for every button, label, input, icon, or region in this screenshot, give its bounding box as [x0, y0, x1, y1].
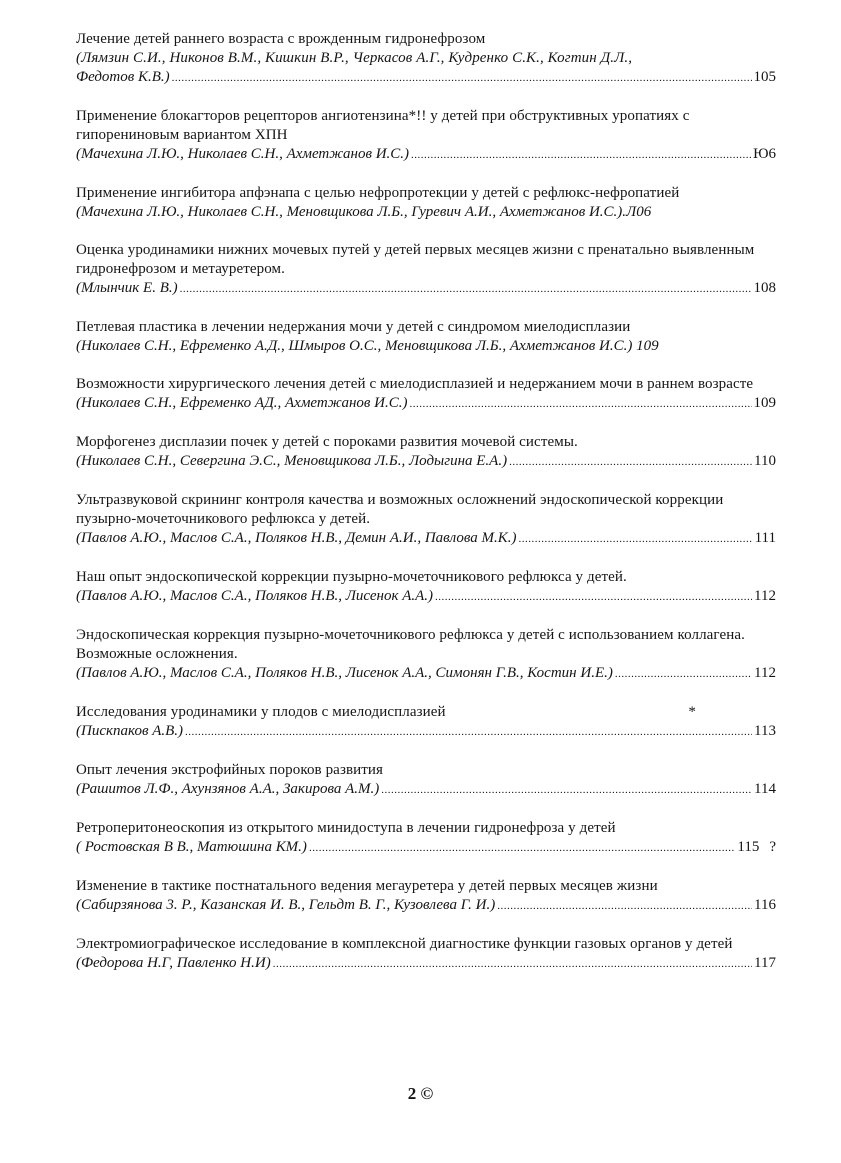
toc-entry [76, 819, 776, 858]
entry-title: Петлевая пластика в лечении недержания мочи у детей с синдромом миелодисплазии [76, 319, 631, 335]
asterisk-mark: * [688, 704, 696, 720]
entry-title: Оценка уродинамики нижних мочевых путей у детей первых месяцев жизни с пренатально выявленным гидронефрозом и метауретером. [76, 242, 755, 277]
toc-entry [76, 107, 776, 165]
leader-dots [309, 838, 735, 858]
leader-dots [381, 780, 752, 800]
entry-authors: (Млынчик Е. В.) [76, 280, 178, 296]
page-number: 111 [754, 530, 776, 546]
entry-title: Возможности хирургического лечения детей с миелодисплазией и недержанием мочи в раннем возрасте [76, 376, 754, 392]
page-number: 112 [754, 588, 776, 604]
entry-authors: (Мачехина Л.Ю., Николаев С.Н., Ахметжанов И.С.) [76, 146, 410, 162]
toc-entry [76, 241, 776, 299]
page-number: 112 [754, 665, 776, 681]
toc-entry [76, 935, 776, 974]
leader-dots [410, 394, 752, 414]
leader-dots [180, 279, 752, 299]
toc-entry [76, 703, 776, 742]
entry-authors: (Павлов А.Ю., Маслов С.А., Поляков Н.В., Лисенок А.А., Симонян Г.В., Костин И.Е.) [76, 665, 613, 681]
leader-dots [411, 145, 751, 165]
page-number: 115 [737, 839, 760, 855]
toc-entry [76, 877, 776, 916]
toc-entry [76, 184, 776, 222]
entry-authors: (Павлов А.Ю., Маслов С.А., Поляков Н.В., Лисенок А.А.) [76, 588, 434, 604]
entry-title: Применение блокагторов рецепторов ангиотензина*!! у детей при обструктивных уропатиях с гипорениновым вариантом ХПН [76, 108, 690, 143]
entry-authors: ( Ростовская В В., Матюшина КМ.) [76, 839, 307, 855]
entry-title: Применение ингибитора апфэнапа с целью нефропротекции у детей с рефлюкс-нефропатией [76, 185, 680, 201]
toc-entry [76, 375, 776, 414]
toc-entry [76, 568, 776, 607]
entry-title: Электромиографическое исследование в комплексной диагностике функции газовых органов у детей [76, 936, 733, 952]
leader-dots [273, 954, 752, 974]
toc-entry [76, 30, 776, 88]
page-number: 108 [753, 280, 776, 296]
toc-entry [76, 433, 776, 472]
table-of-contents [76, 30, 776, 974]
page-number: 110 [754, 453, 776, 469]
entry-title: Эндоскопическая коррекция пузырно-мочеточникового рефлюкса у детей с использованием коллагена. Возможные осложнения. [76, 627, 745, 662]
entry-authors: (Николаев С.Н., Ефременко АД., Ахметжанов И.С.) [76, 395, 408, 411]
leader-dots [497, 896, 752, 916]
leader-dots [435, 587, 752, 607]
entry-authors: (Федорова Н.Г, Павленко Н.И) [76, 955, 271, 971]
entry-title: Ретроперитонеоскопия из открытого минидоступа в лечении гидронефроза у детей [76, 820, 616, 836]
page-number: 109 [753, 395, 776, 411]
leader-dots [509, 452, 752, 472]
page-number: 105 [753, 69, 776, 85]
entry-title: Исследования уродинамики у плодов с миелодисплазией [76, 704, 446, 720]
leader-dots [185, 722, 752, 742]
page-number: 113 [754, 723, 776, 739]
leader-dots [615, 664, 752, 684]
entry-authors: Федотов К.В.) [76, 69, 170, 85]
entry-title: Опыт лечения экстрофийных пороков развития [76, 762, 384, 778]
page-number: 114 [754, 781, 776, 797]
toc-entry [76, 318, 776, 356]
page-number: Ю6 [753, 146, 776, 162]
toc-entry [76, 761, 776, 800]
toc-entry [76, 491, 776, 549]
entry-authors: (Лямзин С.И., Никонов В.М., Кишкин В.Р., Черкасов А.Г., Кудренко С.К., Когтин Д.Л., [76, 50, 633, 66]
entry-title: Лечение детей раннего возраста с врожденным гидронефрозом [76, 31, 486, 47]
leader-dots [172, 68, 752, 88]
entry-authors: (Пискпаков А.В.) [76, 723, 184, 739]
question-mark: ? [769, 839, 776, 855]
page-footer-number: 2 © [407, 1084, 434, 1103]
entry-title: Изменение в тактике постнатального ведения мегауретера у детей первых месяцев жизни [76, 878, 658, 894]
entry-title: Наш опыт эндоскопической коррекции пузырно-мочеточникового рефлюкса у детей. [76, 569, 627, 585]
entry-authors: (Николаев С.Н., Севергина Э.С., Меновщикова Л.Б., Лодыгина Е.А.) [76, 453, 508, 469]
page-number: 116 [754, 897, 776, 913]
entry-title: Морфогенез дисплазии почек у детей с пороками развития мочевой системы. [76, 434, 578, 450]
leader-dots [519, 529, 753, 549]
entry-authors: (Николаев С.Н., Ефременко А.Д., Шмыров О.С., Меновщикова Л.Б., Ахметжанов И.С.) 109 [76, 338, 659, 354]
entry-authors: (Павлов А.Ю., Маслов С.А., Поляков Н.В., Демин А.И., Павлова М.К.) [76, 530, 517, 546]
toc-entry [76, 626, 776, 684]
page-number: 117 [754, 955, 776, 971]
entry-authors: (Сабирзянова 3. Р., Казанская И. В., Гельдт В. Г., Кузовлева Г. И.) [76, 897, 496, 913]
entry-authors: (Рашитов Л.Ф., Ахунзянов А.А., Закирова А.М.) [76, 781, 380, 797]
entry-authors: (Мачехина Л.Ю., Николаев С.Н., Меновщикова Л.Б., Гуревич А.И., Ахметжанов И.С.).Л06 [76, 204, 652, 220]
entry-title: Ультразвуковой скрининг контроля качества и возможных осложнений эндоскопической коррекции пузырно-мочеточникового рефлюкса у детей. [76, 492, 724, 527]
